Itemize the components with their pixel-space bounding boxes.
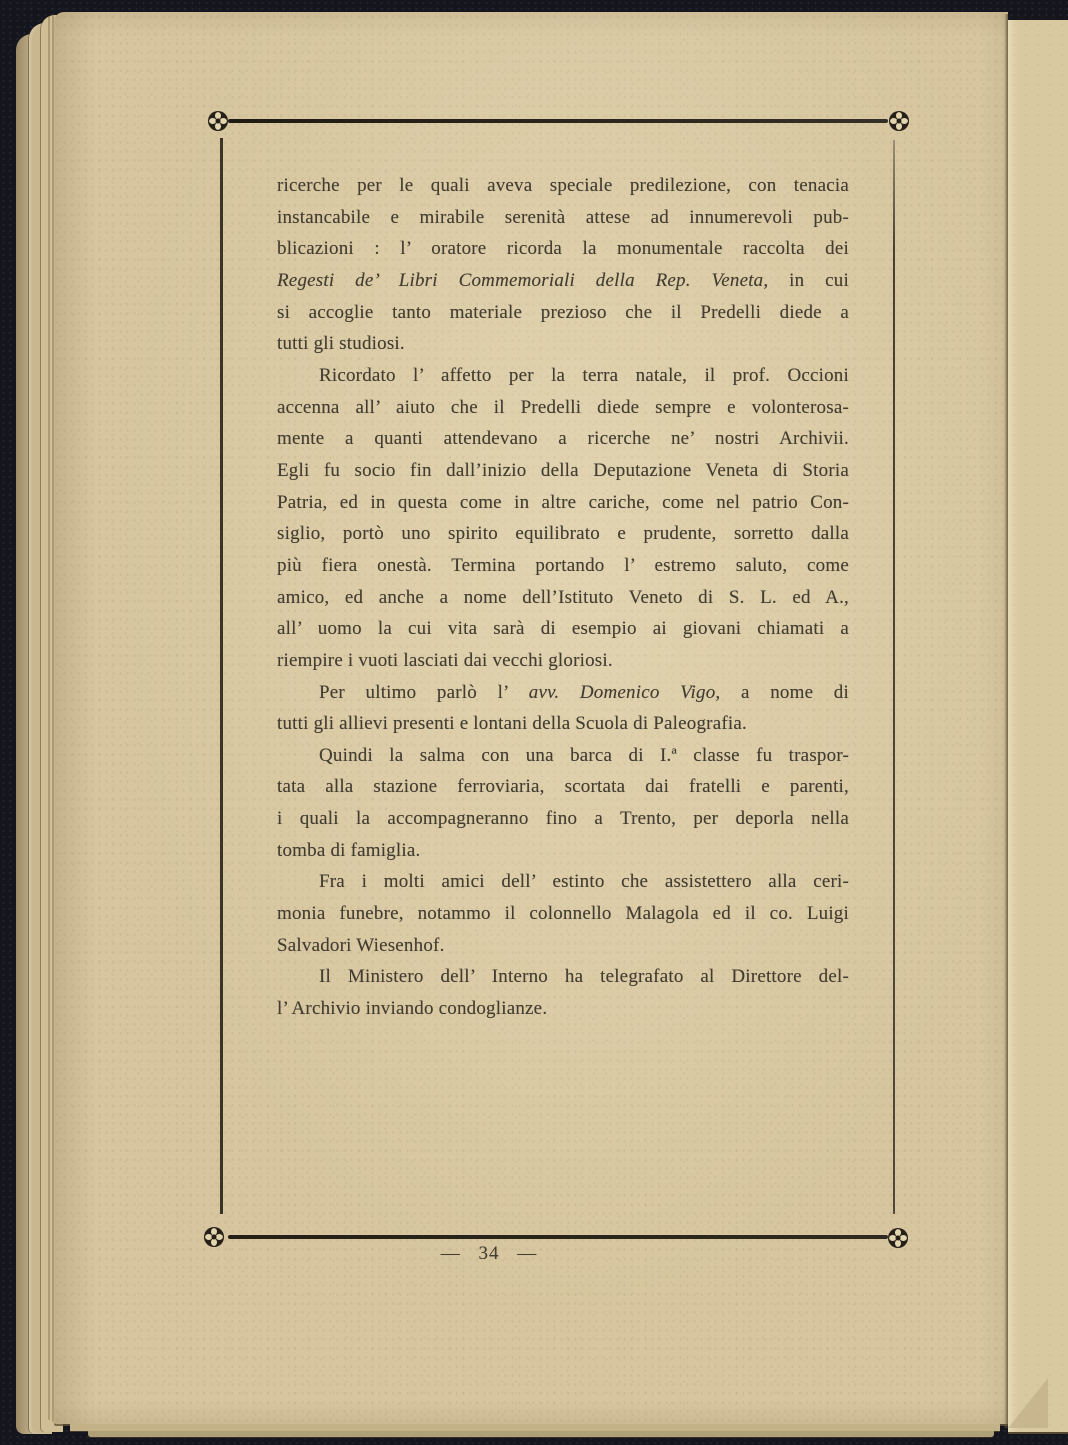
text-line: si accoglie tanto materiale prezioso che il Predelli diede a bbox=[277, 301, 849, 323]
text-line: monia funebre, notammo il colonnello Malagola ed il co. Luigi bbox=[277, 903, 849, 925]
page-text bbox=[277, 170, 849, 1025]
text-line: mente a quanti attendevano a ricerche ne’ nostri Archivii. bbox=[277, 428, 849, 450]
quatrefoil-rosette-icon bbox=[887, 1227, 909, 1249]
page-number: — 34 — bbox=[440, 1243, 538, 1264]
text-line: Fra i molti amici dell’ estinto che assistettero alla ceri- bbox=[319, 871, 849, 893]
text-line: Egli fu socio fin dall’inizio della Deputazione Veneta di Storia bbox=[277, 459, 849, 481]
quatrefoil-rosette-icon bbox=[203, 1226, 225, 1248]
text-line: instancabile e mirabile serenità attese ad innumerevoli pub- bbox=[277, 206, 849, 228]
page-corner-fold bbox=[1008, 1378, 1048, 1428]
frame-bottom-rule bbox=[228, 1235, 888, 1239]
bottom-page-edge bbox=[88, 1431, 994, 1437]
text-line: siglio, portò uno spirito equilibrato e prudente, sorretto dalla bbox=[277, 523, 849, 545]
text-line: riempire i vuoti lasciati dai vecchi gloriosi. bbox=[277, 649, 613, 671]
quatrefoil-rosette-icon bbox=[207, 110, 229, 132]
text-line: Patria, ed in questa come in altre cariche, come nel patrio Con- bbox=[277, 491, 849, 513]
quatrefoil-rosette-icon bbox=[888, 110, 910, 132]
text-line: Ricordato l’ affetto per la terra natale, il prof. Occioni bbox=[319, 364, 849, 386]
bottom-page-edge bbox=[70, 1424, 1000, 1431]
text-line: ricerche per le quali aveva speciale predilezione, con tenacia bbox=[277, 175, 849, 196]
text-line: blicazioni : l’ oratore ricorda la monumentale raccolta dei bbox=[277, 238, 849, 260]
text-line: Il Ministero dell’ Interno ha telegrafato al Direttore del- bbox=[319, 966, 849, 988]
frame-right-rule bbox=[893, 140, 895, 1214]
facing-page-edge bbox=[1008, 20, 1068, 1432]
text-line: all’ uomo la cui vita sarà di esempio ai giovani chiamati a bbox=[277, 618, 849, 640]
text-line: l’ Archivio inviando condoglianze. bbox=[277, 998, 548, 1020]
text-line: tutti gli allievi presenti e lontani della Scuola di Paleografia. bbox=[277, 713, 747, 735]
text-line: Per ultimo parlò l’ avv. Domenico Vigo, a nome di bbox=[319, 681, 849, 703]
text-line: Salvadori Wiesenhof. bbox=[277, 934, 445, 956]
text-line: Quindi la salma con una barca di I.ª classe fu traspor- bbox=[319, 744, 849, 766]
text-line: Regesti de’ Libri Commemoriali della Rep. Veneta, in cui bbox=[277, 269, 849, 291]
page-edge-seam bbox=[48, 16, 50, 1420]
text-line: amico, ed anche a nome dell’Istituto Veneto di S. L. ed A., bbox=[277, 586, 849, 608]
text-line: tomba di famiglia. bbox=[277, 839, 421, 861]
text-line: accenna all’ aiuto che il Predelli diede sempre e volonterosa- bbox=[277, 396, 849, 418]
frame-top-rule bbox=[228, 119, 888, 123]
frame-left-rule bbox=[220, 138, 223, 1214]
text-line: più fiera onestà. Termina portando l’ estremo saluto, come bbox=[277, 554, 849, 576]
text-line: tata alla stazione ferroviaria, scortata dai fratelli e parenti, bbox=[277, 776, 849, 798]
text-line: i quali la accompagneranno fino a Trento, per deporla nella bbox=[277, 808, 849, 830]
text-line: tutti gli studiosi. bbox=[277, 333, 405, 355]
